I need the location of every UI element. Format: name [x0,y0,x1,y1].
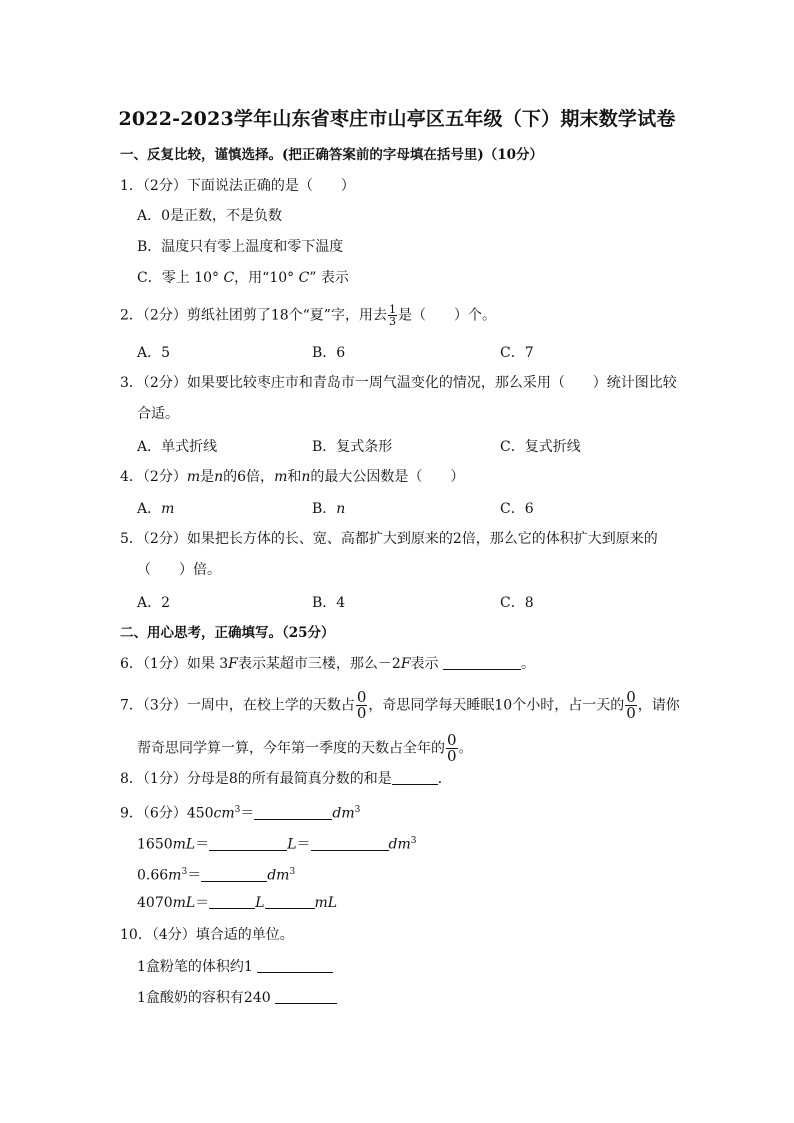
var-n: n [301,469,311,485]
question-5-option-a: A．2 [137,595,171,611]
question-1-option-b: B．温度只有零上温度和零下温度 [137,239,344,255]
question-2-option-a: A．5 [137,345,171,361]
text: ” 表示 [309,270,349,286]
text: ＝ [195,895,210,911]
var-n: n [336,501,346,517]
text: ＝ [296,836,311,853]
text: ＝ [187,867,202,884]
var-f: F [228,656,238,672]
question-4-stem [120,467,464,487]
text: C．零上 10° [137,270,224,286]
question-9-line4 [137,893,337,913]
var-m: m [274,469,288,485]
text: 7．（3分）一周中，在校上学的天数占 [120,697,355,714]
page-title: 2022-2023学年山东省枣庄市山亭区五年级（下）期末数学试卷 [118,108,676,130]
question-10-line2 [137,988,337,1008]
text: 1650 [137,836,173,853]
answer-blank[interactable] [257,958,333,973]
question-2-option-c: C．7 [500,345,534,361]
answer-blank[interactable] [443,655,521,670]
text: 的最大公因数是（ ） [310,469,465,485]
text: 是（ ）个。 [397,307,496,324]
question-3-stem-line2: 合适。 [137,406,179,422]
question-9-line1 [120,800,360,824]
numerator: 0 [356,688,367,706]
question-1-option-c [137,268,349,288]
text: 。 [458,740,473,757]
text: 和 [287,469,302,485]
text: 表示 [410,656,443,672]
text: 2．（2分）剪纸社团剪了18个“夏”字，用去 [120,307,387,324]
fraction [446,733,458,764]
exponent: 3 [181,867,188,877]
exponent: 3 [289,867,296,877]
unit-ml: mL [314,895,338,911]
question-3-stem-line1: 3．（2分）如果要比较枣庄市和青岛市一周气温变化的情况，那么采用（ ）统计图比较 [120,375,677,391]
denominator: 3 [388,315,396,328]
section-1-heading: 一、反复比较，谨慎选择。(把正确答案前的字母填在括号里)（10分） [120,147,544,163]
question-1-stem: 1．（2分）下面说法正确的是（ ） [120,178,355,194]
text: ＝ [195,836,210,853]
question-7-line1 [120,690,680,721]
question-5-stem-line2: （ ）倍。 [137,562,221,578]
exponent: 3 [354,805,361,815]
question-3-option-c: C．复式折线 [500,439,581,455]
answer-blank[interactable] [254,805,332,820]
exponent: 3 [234,805,241,815]
text: ，请你 [637,697,680,714]
denominator: 0 [447,747,457,765]
var-f: F [400,656,411,672]
answer-blank[interactable] [311,836,389,851]
text: 是 [200,469,215,485]
text: 1盒酸奶的容积有240 [137,990,276,1006]
answer-blank[interactable] [275,989,337,1004]
question-4-option-b [312,498,345,518]
question-9-line3 [137,862,295,886]
var-n: n [214,469,224,485]
var-m: m [161,501,175,517]
question-10-stem: 10．（4分）填合适的单位。 [120,927,294,943]
text: 帮奇思同学算一算，今年第一季度的天数占全年的 [137,740,445,757]
answer-blank[interactable] [201,867,267,882]
text: ，用“10° [234,270,299,286]
unit-ml: mL [172,836,196,853]
text: B． [312,501,337,517]
unit-l: L [255,895,265,911]
answer-blank[interactable] [209,836,287,851]
numerator: 0 [626,688,636,706]
question-3-option-a: A．单式折线 [137,439,218,455]
text: 6．（1分）如果 3 [120,656,229,672]
answer-blank[interactable] [265,894,315,909]
denominator: 0 [626,704,636,722]
text: 的6倍， [223,469,275,485]
unit-ml: mL [172,895,196,911]
var-c: C [298,270,310,286]
exponent: 3 [410,836,417,846]
denominator: 0 [356,704,367,722]
fraction [625,690,637,721]
numerator: 0 [447,731,457,749]
text: 9．（6分）450 [120,805,214,822]
text: A． [137,501,162,517]
question-10-line1 [137,957,333,977]
question-5-option-c: C．8 [500,595,534,611]
answer-blank[interactable] [392,770,438,785]
text: 。 [520,656,535,672]
question-4-option-c: C．6 [500,501,534,517]
question-1-option-a: A．0是正数，不是负数 [137,208,283,224]
question-8 [120,769,452,789]
fraction [356,690,368,721]
question-5-option-b: B．4 [312,595,346,611]
question-7-line2 [137,733,473,764]
text: 4．（2分） [120,469,187,485]
question-5-stem-line1: 5．（2分）如果把长方体的长、宽、高都扩大到原来的2倍，那么它的体积扩大到原来的 [120,531,658,547]
unit-l: L [287,836,297,853]
text: 8．（1分）分母是8的所有最简真分数的和是 [120,771,392,787]
unit-dm: dm [332,805,355,822]
question-9-line2 [137,831,417,855]
var-m: m [186,469,201,485]
text: 表示某超市三楼，那么－2 [237,656,401,672]
text: 0.66 [137,867,169,884]
answer-blank[interactable] [209,894,255,909]
text: ． [437,771,452,787]
var-c: C [223,270,235,286]
section-2-heading: 二、用心思考，正确填写。（25分） [120,625,335,641]
text: ＝ [240,805,255,822]
unit-m: m [168,867,182,884]
fraction [388,304,397,327]
text: ，奇思同学每天睡眠10个小时，占一天的 [368,697,625,714]
question-3-option-b: B．复式条形 [312,439,393,455]
text: 4070 [137,895,173,911]
question-6 [120,654,535,674]
unit-dm: dm [267,867,290,884]
numerator: 1 [388,303,396,316]
question-4-option-a [137,498,174,518]
question-2-option-b: B．6 [312,345,346,361]
question-2-stem [120,304,496,327]
unit-dm: dm [388,836,411,853]
text: 1盒粉笔的体积约1 [137,959,258,975]
unit-cm: cm [213,805,235,822]
